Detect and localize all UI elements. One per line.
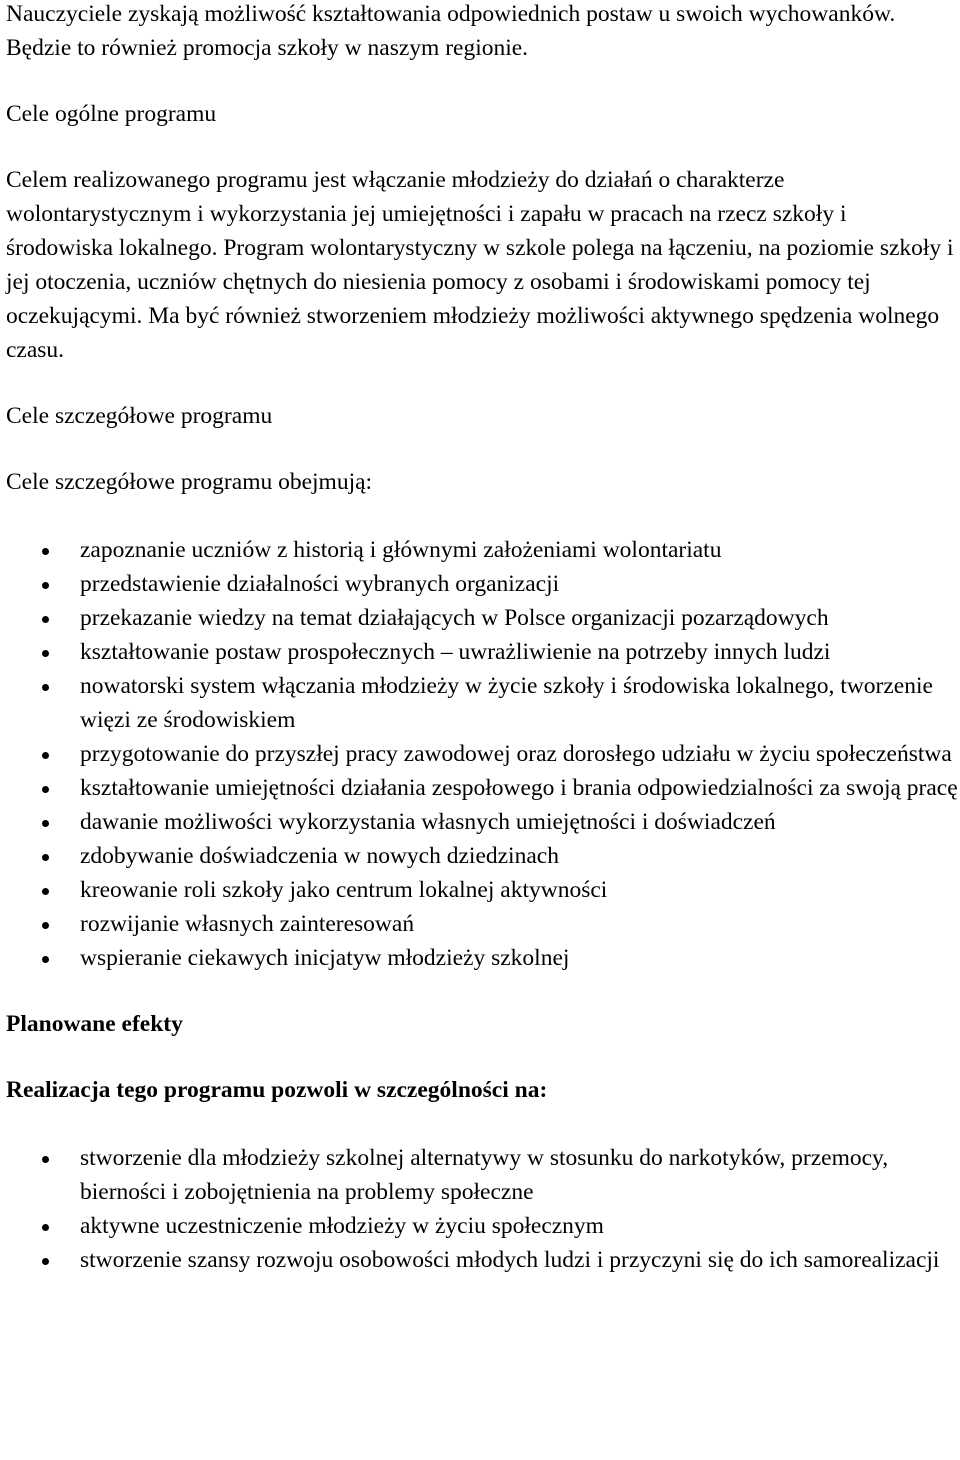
list-item bbox=[6, 635, 958, 669]
list-item-text: kształtowanie postaw prospołecznych – uwrażliwienie na potrzeby innych ludzi bbox=[80, 639, 831, 665]
spacer bbox=[6, 367, 958, 399]
list-item-text: wspieranie ciekawych inicjatyw młodzieży szkolnej bbox=[80, 945, 570, 971]
list-item bbox=[6, 567, 958, 601]
list-item bbox=[6, 737, 958, 771]
spacer bbox=[6, 499, 958, 533]
bullet-icon bbox=[42, 922, 49, 929]
list-item-text: zdobywanie doświadczenia w nowych dziedzinach bbox=[80, 843, 559, 869]
list-item bbox=[6, 771, 958, 805]
list-item bbox=[6, 533, 958, 567]
bullet-icon bbox=[42, 616, 49, 623]
list-item-text: przedstawienie działalności wybranych organizacji bbox=[80, 571, 560, 597]
list-item-text: stworzenie szansy rozwoju osobowości młodych ludzi i przyczyni się do ich samorealizacji bbox=[80, 1247, 940, 1273]
bullet-icon bbox=[42, 548, 49, 555]
list-item-text: dawanie możliwości wykorzystania własnych umiejętności i doświadczeń bbox=[80, 809, 776, 835]
list-item-text: kształtowanie umiejętności działania zespołowego i brania odpowiedzialności za swoją pracę bbox=[80, 775, 958, 801]
spacer bbox=[6, 433, 958, 465]
list-item bbox=[6, 873, 958, 907]
bullet-icon bbox=[42, 684, 49, 691]
general-goals-paragraph: Celem realizowanego programu jest włączanie młodzieży do działań o charakterze wolontarystycznym i wykorzystania jej umiejętności i zapału w pracach na rzecz szkoły i środowiska lokalnego. Program wolontarystyczny w szkole polega na łączeniu, na poziomie szkoły i jej otoczenia, uczniów chętnych do niesienia pomocy z osobami i środowiskami pomocy tej oczekującymi. Ma być również stworzeniem młodzieży możliwości aktywnego spędzenia wolnego czasu. bbox=[6, 167, 954, 363]
list-item-text: aktywne uczestniczenie młodzieży w życiu społecznym bbox=[80, 1213, 604, 1239]
planned-effects-heading: Planowane efekty bbox=[6, 1011, 183, 1037]
bullet-icon bbox=[42, 854, 49, 861]
list-item-text: przygotowanie do przyszłej pracy zawodowej oraz dorosłego udziału w życiu społeczeństwa bbox=[80, 741, 952, 767]
list-item-text: kreowanie roli szkoły jako centrum lokalnej aktywności bbox=[80, 877, 608, 903]
bullet-icon bbox=[42, 888, 49, 895]
bullet-icon bbox=[42, 956, 49, 963]
list-item bbox=[6, 805, 958, 839]
bullet-icon bbox=[42, 582, 49, 589]
spacer bbox=[6, 975, 958, 1007]
list-item-text: stworzenie dla młodzieży szkolnej alternatywy w stosunku do narkotyków, przemocy, bierności i zobojętnienia na problemy społeczne bbox=[80, 1145, 889, 1205]
list-item bbox=[6, 601, 958, 635]
bullet-icon bbox=[42, 752, 49, 759]
list-item bbox=[6, 1209, 958, 1243]
list-item bbox=[6, 669, 958, 737]
document-page bbox=[6, 0, 958, 1277]
list-item-text: rozwijanie własnych zainteresowań bbox=[80, 911, 415, 937]
general-goals-heading: Cele ogólne programu bbox=[6, 101, 217, 127]
list-item-text: zapoznanie uczniów z historią i głównymi założeniami wolontariatu bbox=[80, 537, 722, 563]
list-item-text: nowatorski system włączania młodzieży w życie szkoły i środowiska lokalnego, tworzenie więzi ze środowiskiem bbox=[80, 673, 933, 733]
spacer bbox=[6, 1107, 958, 1141]
list-item bbox=[6, 839, 958, 873]
list-item bbox=[6, 907, 958, 941]
spacer bbox=[6, 65, 958, 97]
bullet-icon bbox=[42, 820, 49, 827]
bullet-icon bbox=[42, 650, 49, 657]
bullet-icon bbox=[42, 786, 49, 793]
list-item bbox=[6, 941, 958, 975]
bullet-icon bbox=[42, 1258, 49, 1265]
specific-goals-subheading: Cele szczegółowe programu obejmują: bbox=[6, 469, 373, 495]
spacer bbox=[6, 131, 958, 163]
list-item-text: przekazanie wiedzy na temat działających w Polsce organizacji pozarządowych bbox=[80, 605, 829, 631]
bullet-icon bbox=[42, 1156, 49, 1163]
specific-goals-heading: Cele szczegółowe programu bbox=[6, 403, 273, 429]
bullet-icon bbox=[42, 1224, 49, 1231]
planned-effects-list bbox=[6, 1141, 958, 1277]
list-item bbox=[6, 1141, 958, 1209]
planned-effects-subheading: Realizacja tego programu pozwoli w szczególności na: bbox=[6, 1077, 548, 1103]
intro-paragraph: Nauczyciele zyskają możliwość kształtowania odpowiednich postaw u swoich wychowanków. Będzie to również promocja szkoły w naszym regionie. bbox=[6, 1, 896, 61]
list-item bbox=[6, 1243, 958, 1277]
specific-goals-list bbox=[6, 533, 958, 975]
spacer bbox=[6, 1041, 958, 1073]
